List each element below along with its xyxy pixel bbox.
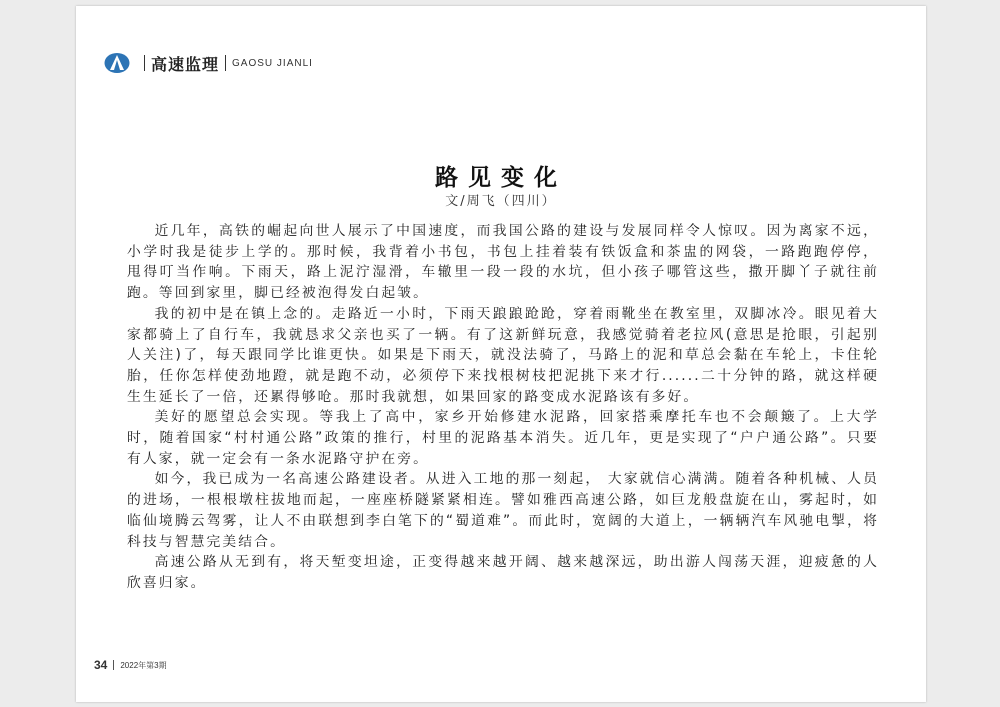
magazine-logo-icon	[104, 51, 130, 75]
article-paragraph: 如今，我已成为一名高速公路建设者。从进入工地的那一刻起， 大家就信心满满。随着各种机械、人员的进场，一根根墩柱拔地而起，一座座桥隧紧紧相连。譬如雅西高速公路，如巨龙般盘旋在山，雾起时，如临仙境腾云驾雾，让人不由联想到李白笔下的“蜀道难”。而此时，宽阔的大道上，一辆辆汽车风驰电掣，将科技与智慧完美结合。	[127, 471, 879, 550]
article-paragraph: 近几年，高铁的崛起向世人展示了中国速度，而我国公路的建设与发展同样令人惊叹。因为离家不远，小学时我是徒步上学的。那时候，我背着小书包，书包上挂着装有铁饭盒和茶盅的网袋，一路跑跑停停， 甩得叮当作响。下雨天，路上泥泞湿滑，车辙里一段一段的水坑，但小孩子哪管这些，撒开脚丫子就往前跑。等回到家里，脚已经被泡得发白起皱。	[127, 223, 879, 302]
page-footer	[94, 658, 167, 672]
header-divider	[144, 55, 145, 71]
article-paragraph: 我的初中是在镇上念的。走路近一小时，下雨天踉踉跄跄，穿着雨靴坐在教室里，双脚冰冷。眼见着大家都骑上了自行车，我就恳求父亲也买了一辆。有了这新鲜玩意，我感觉骑着老拉风(意思是抢眼，引起别人关注)了，每天跟同学比谁更快。如果是下雨天，就没法骑了，马路上的泥和草总会黏在车轮上，卡住轮胎，任你怎样使劲地蹬，就是跑不动，必须停下来找根树枝把泥挑下来才行......二十分钟的路，就这样硬生生延长了一倍，还累得够呛。那时我就想，如果回家的路变成水泥路该有多好。	[127, 305, 879, 405]
issue-label: 2022年第3期	[120, 660, 167, 670]
article-byline: 文/周飞（四川）	[445, 194, 557, 209]
article-title: 路见变化	[435, 165, 567, 191]
header-divider	[225, 55, 226, 71]
page-number: 34	[94, 658, 108, 672]
magazine-name-cn: 高速监理	[151, 54, 220, 74]
magazine-page	[76, 6, 926, 702]
article-paragraph: 高速公路从无到有，将天堑变坦途，正变得越来越开阔、越来越深远，助出游人闯荡天涯，迎疲惫的人欣喜归家。	[127, 554, 879, 591]
footer-divider	[113, 660, 114, 670]
article-body	[127, 221, 879, 594]
page-header	[104, 50, 313, 76]
magazine-name-en: GAOSU JIANLI	[232, 57, 313, 69]
article-paragraph: 美好的愿望总会实现。等我上了高中，家乡开始修建水泥路，回家搭乘摩托车也不会颠簸了。上大学时，随着国家“村村通公路”政策的推行，村里的泥路基本消失。近几年，更是实现了“户户通公路”。只要有人家，就一定会有一条水泥路守护在旁。	[127, 409, 879, 467]
